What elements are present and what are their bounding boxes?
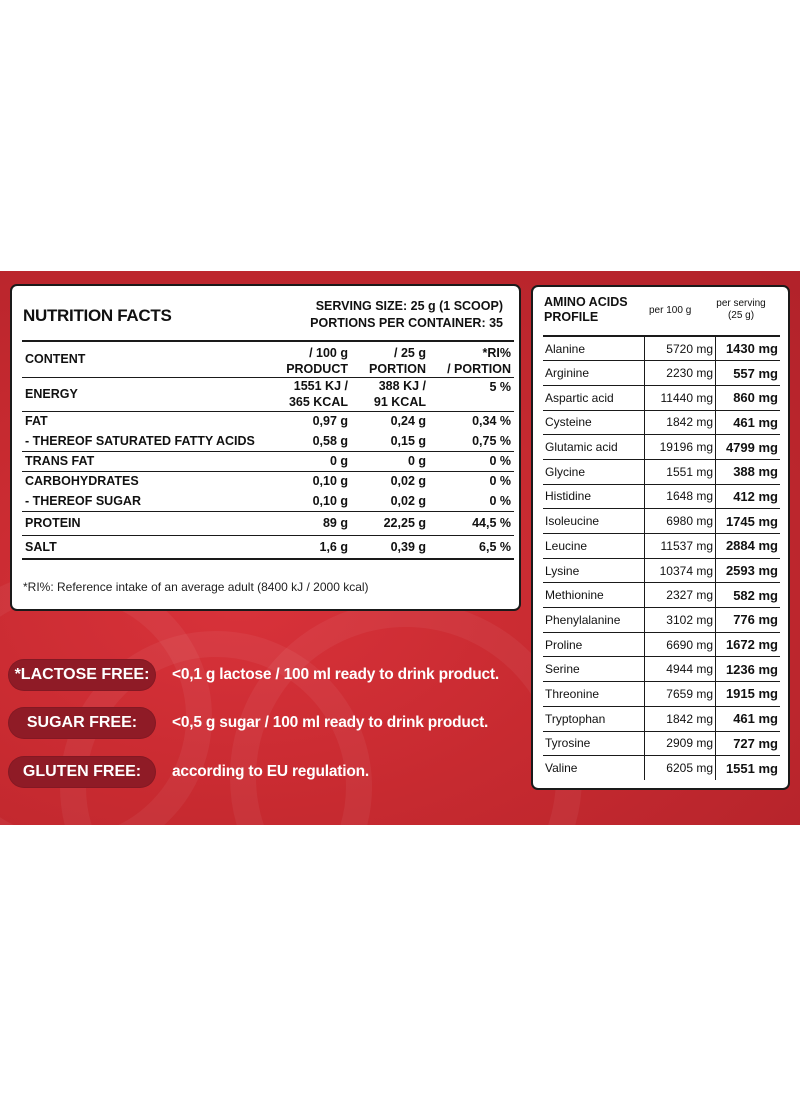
amino-per-100g: 2230 mg — [645, 361, 716, 386]
amino-name: Leucine — [545, 538, 588, 553]
amino-name: Methionine — [545, 588, 604, 603]
amino-name: Valine — [545, 761, 578, 776]
amino-name: Proline — [545, 637, 583, 652]
table-row — [22, 377, 514, 411]
energy-kj: 1551 KJ / — [293, 379, 348, 393]
row-value-ri: 0,34 % — [472, 414, 511, 429]
amino-per-serving: 1672 mg — [716, 632, 781, 657]
row-value-ri: 6,5 % — [479, 539, 511, 554]
amino-row — [543, 657, 780, 682]
amino-per-100g: 1648 mg — [645, 484, 716, 509]
row-value-100g: 0,10 g — [312, 474, 348, 489]
nutrition-table — [22, 340, 514, 560]
amino-table — [543, 335, 780, 780]
row-value-ri: 0 % — [489, 474, 511, 489]
amino-header-per-serving — [715, 298, 767, 322]
amino-name: Tryptophan — [545, 711, 606, 726]
amino-per-100g: 11537 mg — [645, 534, 716, 559]
amino-header-per-serving-line1: per serving — [716, 298, 766, 309]
portions-per-container: PORTIONS PER CONTAINER: 35 — [310, 316, 503, 330]
amino-per-serving: 727 mg — [716, 731, 781, 756]
amino-row — [543, 608, 780, 633]
amino-title-line1: AMINO ACIDS — [544, 295, 628, 309]
amino-row — [543, 558, 780, 583]
amino-per-serving: 582 mg — [716, 583, 781, 608]
row-value-portion: 0,15 g — [390, 433, 426, 448]
amino-per-serving: 4799 mg — [716, 435, 781, 460]
row-value-portion — [351, 377, 429, 411]
amino-per-100g: 5720 mg — [645, 336, 716, 361]
sugar-free-text: <0,5 g sugar / 100 ml ready to drink product. — [172, 714, 489, 731]
header-ri-line2: / PORTION — [447, 361, 511, 376]
row-value-ri: 0,75 % — [472, 433, 511, 448]
header-per-100g — [272, 341, 351, 377]
row-value-ri: 0 % — [489, 454, 511, 468]
amino-row — [543, 682, 780, 707]
row-value-100g: 1,6 g — [319, 539, 348, 554]
row-label: ENERGY — [25, 387, 78, 401]
amino-per-100g: 1842 mg — [645, 410, 716, 435]
table-row — [22, 411, 514, 431]
row-value-portion: 0,39 g — [390, 539, 426, 554]
amino-per-serving: 1915 mg — [716, 682, 781, 707]
amino-per-serving: 1430 mg — [716, 336, 781, 361]
amino-per-serving: 1551 mg — [716, 756, 781, 781]
amino-per-serving: 412 mg — [716, 484, 781, 509]
amino-per-100g: 1551 mg — [645, 459, 716, 484]
lactose-free-text: <0,1 g lactose / 100 ml ready to drink product. — [172, 666, 499, 683]
amino-per-serving: 461 mg — [716, 706, 781, 731]
header-ri — [429, 341, 514, 377]
sugar-free-badge: SUGAR FREE: — [8, 707, 156, 739]
amino-per-serving: 557 mg — [716, 361, 781, 386]
amino-per-100g: 19196 mg — [645, 435, 716, 460]
amino-row — [543, 632, 780, 657]
table-row — [22, 511, 514, 535]
amino-per-100g: 4944 mg — [645, 657, 716, 682]
row-value-portion: 0,02 g — [390, 474, 426, 489]
amino-row — [543, 509, 780, 534]
row-label: PROTEIN — [25, 516, 81, 530]
table-row — [22, 491, 514, 511]
row-label: FAT — [25, 414, 48, 429]
amino-header-per-100g: per 100 g — [649, 305, 692, 316]
lactose-free-badge: *LACTOSE FREE: — [8, 659, 156, 691]
amino-row — [543, 484, 780, 509]
amino-name: Aspartic acid — [545, 390, 614, 405]
amino-per-serving: 2593 mg — [716, 558, 781, 583]
row-value-100g: 0 g — [329, 454, 348, 468]
amino-name: Histidine — [545, 489, 592, 504]
amino-row — [543, 583, 780, 608]
amino-per-serving: 461 mg — [716, 410, 781, 435]
energy-kcal: 365 KCAL — [288, 395, 348, 409]
energy-portion-kcal: 91 KCAL — [373, 395, 426, 409]
amino-name: Lysine — [545, 563, 580, 578]
gluten-free-text: according to EU regulation. — [172, 763, 369, 780]
amino-name: Arginine — [545, 366, 590, 381]
row-value-100g: 0,10 g — [312, 493, 348, 508]
serving-size: SERVING SIZE: 25 g (1 SCOOP) — [315, 299, 503, 313]
header-per-100g-line1: / 100 g — [309, 345, 348, 360]
amino-name: Glutamic acid — [545, 440, 618, 455]
amino-per-100g: 2327 mg — [645, 583, 716, 608]
amino-per-serving: 860 mg — [716, 385, 781, 410]
amino-row — [543, 336, 780, 361]
amino-row — [543, 459, 780, 484]
amino-row — [543, 534, 780, 559]
amino-per-100g: 6690 mg — [645, 632, 716, 657]
amino-name: Cysteine — [545, 415, 592, 430]
amino-row — [543, 435, 780, 460]
row-value-ri: 0 % — [489, 493, 511, 508]
amino-per-100g: 2909 mg — [645, 731, 716, 756]
row-value-ri: 44,5 % — [472, 516, 511, 530]
row-label: TRANS FAT — [25, 454, 95, 468]
nutrition-header-row — [22, 341, 514, 377]
table-row — [22, 451, 514, 471]
amino-per-serving: 2884 mg — [716, 534, 781, 559]
amino-per-100g: 1842 mg — [645, 706, 716, 731]
serving-info — [310, 298, 503, 332]
header-per-100g-line2: PRODUCT — [286, 361, 348, 376]
row-value-portion: 22,25 g — [383, 516, 426, 530]
row-label: - THEREOF SATURATED FATTY ACIDS — [25, 433, 255, 448]
amino-name: Isoleucine — [545, 514, 600, 529]
header-per-portion-line2: PORTION — [369, 361, 426, 376]
amino-per-serving: 1745 mg — [716, 509, 781, 534]
row-value-100g: 89 g — [322, 516, 348, 530]
amino-row — [543, 410, 780, 435]
row-label: SALT — [25, 539, 57, 554]
table-row — [22, 431, 514, 451]
amino-per-serving: 1236 mg — [716, 657, 781, 682]
amino-per-serving: 388 mg — [716, 459, 781, 484]
amino-per-100g: 3102 mg — [645, 608, 716, 633]
header-per-portion — [351, 341, 429, 377]
row-label: - THEREOF SUGAR — [25, 493, 141, 508]
ri-footnote: *RI%: Reference intake of an average adult (8400 kJ / 2000 kcal) — [23, 580, 369, 594]
header-ri-line1: *RI% — [482, 345, 511, 360]
amino-per-100g: 6205 mg — [645, 756, 716, 781]
row-label: CARBOHYDRATES — [25, 474, 139, 489]
row-value-portion: 0,24 g — [390, 414, 426, 429]
amino-name: Tyrosine — [545, 736, 591, 751]
amino-row — [543, 385, 780, 410]
table-row — [22, 535, 514, 559]
header-per-portion-line1: / 25 g — [394, 345, 426, 360]
amino-per-serving: 776 mg — [716, 608, 781, 633]
amino-name: Alanine — [545, 341, 586, 356]
table-row — [22, 471, 514, 491]
amino-per-100g: 10374 mg — [645, 558, 716, 583]
row-value-portion: 0,02 g — [390, 493, 426, 508]
amino-row — [543, 731, 780, 756]
row-value-100g: 0,58 g — [312, 433, 348, 448]
amino-header-per-serving-line2: (25 g) — [727, 310, 755, 321]
row-value-portion: 0 g — [407, 454, 426, 468]
energy-portion-kj: 388 KJ / — [378, 379, 426, 393]
header-content: CONTENT — [25, 352, 86, 367]
amino-row — [543, 706, 780, 731]
row-value-100g — [272, 377, 351, 411]
row-value-ri: 5 % — [489, 379, 511, 394]
amino-row — [543, 361, 780, 386]
amino-title — [544, 295, 628, 325]
amino-per-100g: 6980 mg — [645, 509, 716, 534]
amino-name: Glycine — [545, 464, 586, 479]
gluten-free-badge: GLUTEN FREE: — [8, 756, 156, 788]
amino-per-100g: 11440 mg — [645, 385, 716, 410]
nutrition-facts-panel — [10, 284, 521, 611]
amino-name: Serine — [545, 662, 580, 677]
amino-acids-panel — [531, 285, 790, 790]
amino-row — [543, 756, 780, 781]
amino-title-line2: PROFILE — [544, 310, 599, 324]
row-value-100g: 0,97 g — [312, 414, 348, 429]
amino-name: Phenylalanine — [545, 612, 621, 627]
amino-per-100g: 7659 mg — [645, 682, 716, 707]
amino-name: Threonine — [545, 686, 600, 701]
nutrition-title: NUTRITION FACTS — [23, 306, 172, 325]
